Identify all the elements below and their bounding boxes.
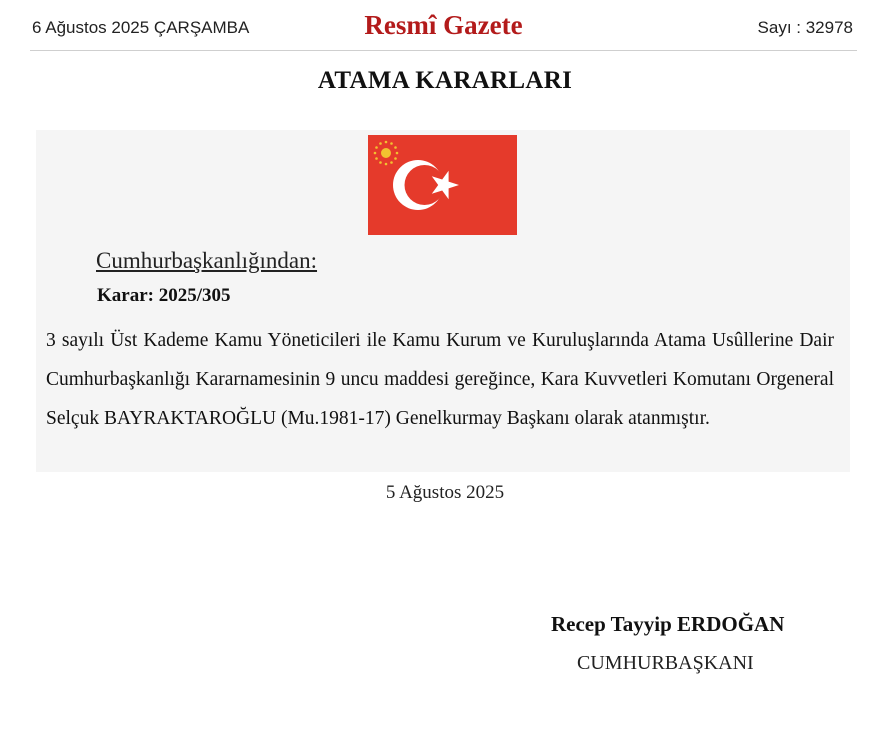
issuer-heading: Cumhurbaşkanlığından: (96, 248, 318, 273)
issue-number: Sayı : 32978 (757, 18, 853, 37)
decree-body: 3 sayılı Üst Kademe Kamu Yöneticileri ile Kamu Kurum ve Kuruluşlarında Atama Usûllerine Dair Cumhurbaşkanlığı Kararnamesinin 9 uncu maddesi gereğince, Kara Kuvvetleri Komutanı Orgeneral Selçuk BAYRAKTAROĞLU (Mu.1981-17) Genelkurmay Başkanı olarak atanmıştır. (46, 330, 834, 429)
decree-scan (36, 130, 850, 472)
gazette-header (30, 0, 857, 51)
signatory-name: Recep Tayyip ERDOĞAN (551, 612, 785, 636)
decree-date: 5 Ağustos 2025 (385, 482, 505, 503)
decision-number: Karar: 2025/305 (97, 285, 231, 306)
section-title: ATAMA KARARLARI (317, 67, 573, 94)
signatory-title: CUMHURBAŞKANI (577, 652, 754, 674)
turkish-flag-icon (368, 135, 517, 235)
gazette-title[interactable]: Resmî Gazete (364, 10, 523, 40)
publication-date: 6 Ağustos 2025 ÇARŞAMBA (32, 18, 250, 37)
